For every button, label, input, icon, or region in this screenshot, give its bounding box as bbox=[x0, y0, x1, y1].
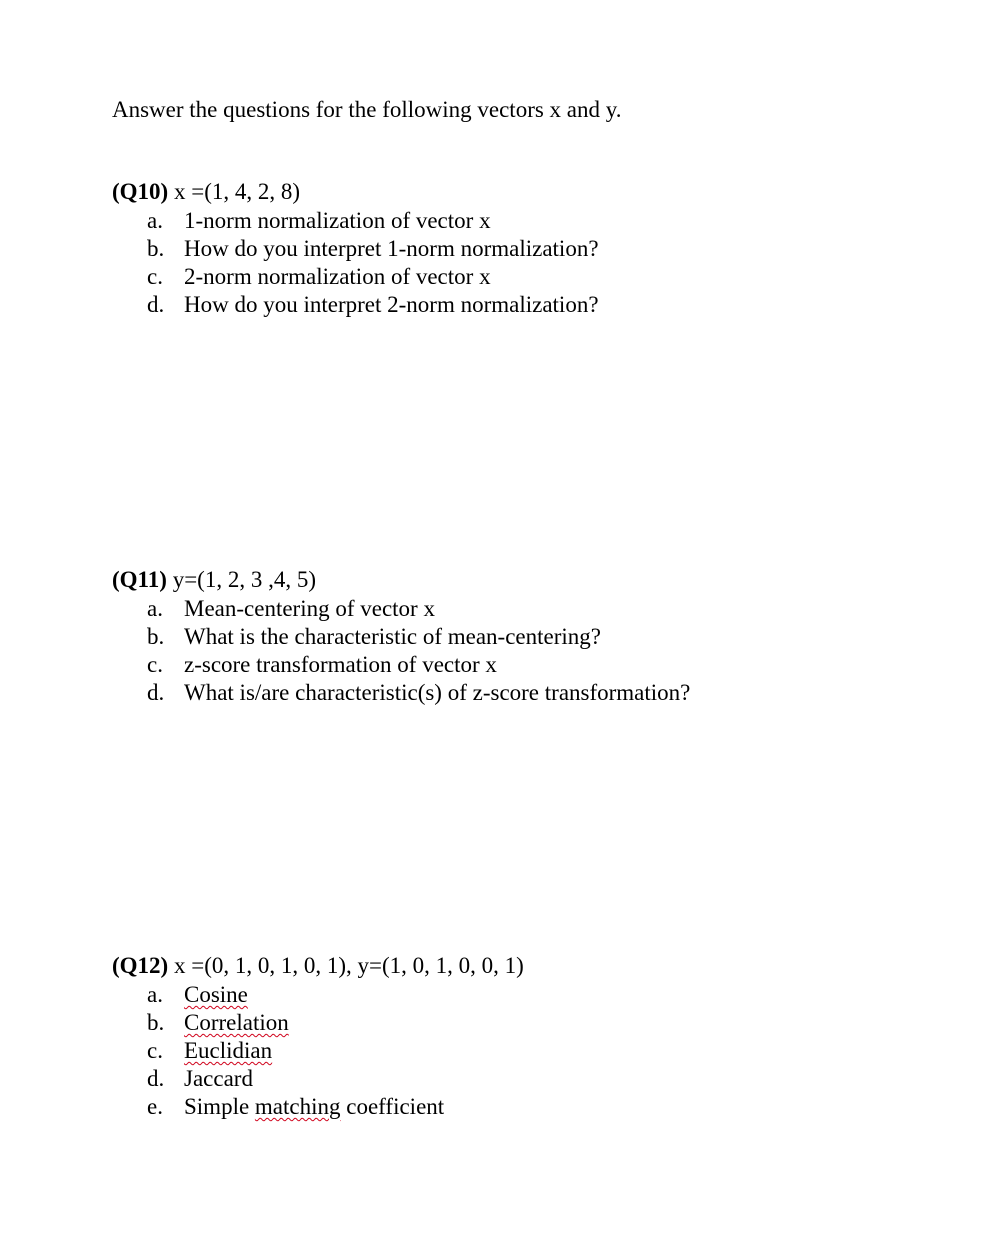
list-item bbox=[112, 651, 497, 679]
item-text: Cosine bbox=[184, 982, 248, 1007]
item-letter: b. bbox=[147, 236, 165, 261]
item-letter: c. bbox=[147, 1038, 163, 1063]
item-text: Euclidian bbox=[184, 1038, 273, 1063]
item-letter: a. bbox=[147, 208, 163, 233]
item-letter: e. bbox=[147, 1094, 163, 1119]
question-header bbox=[112, 951, 524, 981]
question-items bbox=[112, 981, 524, 1121]
question-header bbox=[112, 177, 300, 207]
item-text: How do you interpret 1-norm normalization? bbox=[184, 236, 599, 261]
item-text: How do you interpret 2-norm normalization? bbox=[184, 292, 599, 317]
item-text: 2-norm normalization of vector x bbox=[184, 264, 491, 289]
item-text: z-score transformation of vector x bbox=[184, 652, 497, 677]
list-item bbox=[112, 981, 524, 1009]
question-vector: x =(0, 1, 0, 1, 0, 1), y=(1, 0, 1, 0, 0, 1) bbox=[168, 953, 524, 978]
item-text: 1-norm normalization of vector x bbox=[184, 208, 491, 233]
question-q12 bbox=[112, 951, 524, 1121]
item-letter: a. bbox=[147, 982, 163, 1007]
list-item bbox=[112, 679, 691, 707]
list-item bbox=[112, 291, 599, 319]
item-letter: d. bbox=[147, 680, 165, 705]
list-item bbox=[112, 595, 435, 623]
item-letter: a. bbox=[147, 596, 163, 621]
list-item bbox=[112, 1037, 524, 1065]
item-letter: c. bbox=[147, 652, 163, 677]
list-item bbox=[112, 1065, 524, 1093]
list-item bbox=[112, 235, 599, 263]
intro-text: Answer the questions for the following vectors x and y. bbox=[112, 97, 622, 122]
question-vector: x =(1, 4, 2, 8) bbox=[168, 179, 301, 204]
list-item bbox=[112, 207, 491, 235]
list-item bbox=[112, 623, 601, 651]
item-text bbox=[184, 1093, 444, 1121]
item-letter: b. bbox=[147, 1010, 165, 1035]
question-q11 bbox=[112, 565, 691, 707]
question-q10 bbox=[112, 177, 599, 319]
question-label: (Q10) bbox=[112, 179, 169, 204]
question-label: (Q12) bbox=[112, 953, 169, 978]
question-items bbox=[112, 595, 691, 707]
item-text: What is the characteristic of mean-centering? bbox=[184, 624, 601, 649]
list-item bbox=[112, 1093, 524, 1121]
item-text-after: coefficient bbox=[340, 1094, 445, 1119]
item-text: Jaccard bbox=[184, 1066, 253, 1091]
question-vector: y=(1, 2, 3 ,4, 5) bbox=[166, 567, 316, 592]
item-text-squiggle: matching bbox=[254, 1094, 341, 1119]
item-letter: d. bbox=[147, 1066, 165, 1091]
item-letter: d. bbox=[147, 292, 165, 317]
question-header bbox=[112, 565, 316, 595]
list-item bbox=[112, 1009, 524, 1037]
question-label: (Q11) bbox=[112, 567, 167, 592]
item-text: What is/are characteristic(s) of z-score transformation? bbox=[184, 680, 691, 705]
item-text-before: Simple bbox=[184, 1094, 255, 1119]
question-items bbox=[112, 207, 599, 319]
item-text: Correlation bbox=[184, 1010, 289, 1035]
item-text: Mean-centering of vector x bbox=[184, 596, 435, 621]
item-letter: c. bbox=[147, 264, 163, 289]
list-item bbox=[112, 263, 491, 291]
item-letter: b. bbox=[147, 624, 165, 649]
